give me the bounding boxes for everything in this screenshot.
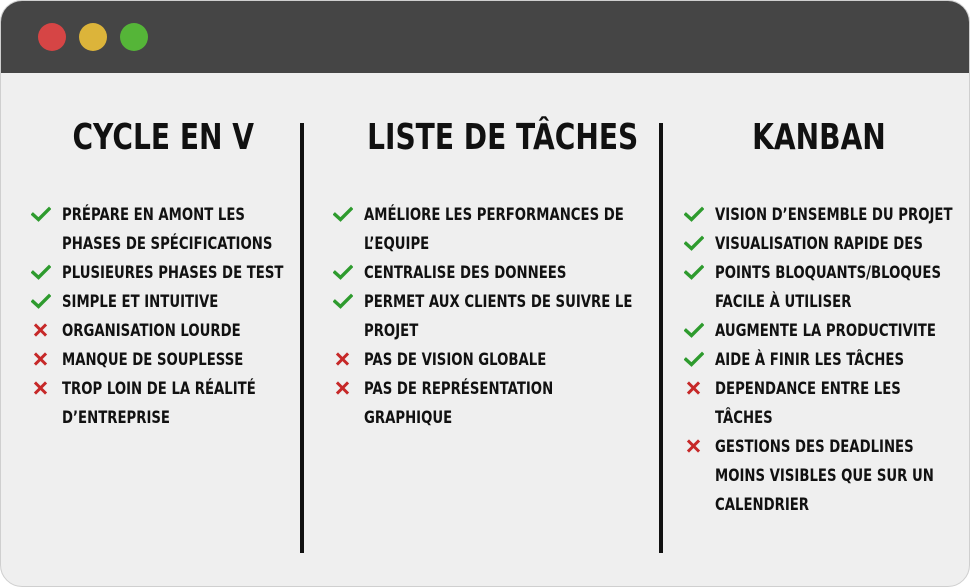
list-item [31,201,286,259]
minimize-window-button[interactable] [79,23,107,51]
list-item [684,230,954,259]
cross-icon [31,322,51,338]
check-icon [333,293,353,309]
list-item [684,317,954,346]
list-item-text: PAS DE VISION GLOBALE [364,350,547,370]
list-item [684,433,954,520]
check-icon [31,206,51,222]
list-item [333,375,643,433]
list-item-text: DEPENDANCE ENTRE LES TÂCHES [715,379,901,428]
feature-list [684,201,954,520]
list-item-text: PRÉPARE EN AMONT LES PHASES DE SPÉCIFICATIONS [62,205,273,254]
list-item-text: GESTIONS DES DEADLINES MOINS VISIBLES QUE SUR UN CALENDRIER [715,437,934,515]
list-item-text: SIMPLE ET INTUITIVE [62,292,219,312]
list-item-text: VISION D’ENSEMBLE DU PROJET [715,205,953,225]
list-item-text: MANQUE DE SOUPLESSE [62,350,244,370]
column-title: CYCLE EN V [72,117,255,158]
list-item [333,346,643,375]
check-icon [333,264,353,280]
cross-icon [333,380,353,396]
check-icon [333,206,353,222]
comparison-panel [1,73,969,586]
list-item-text: PLUSIEURES PHASES DE TEST [62,263,284,283]
check-icon [684,235,704,251]
list-item-text: CENTRALISE DES DONNEES [364,263,567,283]
close-window-button[interactable] [38,23,66,51]
feature-list [31,201,286,433]
list-item-text: POINTS BLOQUANTS/BLOQUES FACILE À UTILISER [715,263,942,312]
list-item [333,288,643,346]
column-divider [300,123,304,553]
list-item [31,259,286,288]
check-icon [684,351,704,367]
cross-icon [31,351,51,367]
list-item-text: PERMET AUX CLIENTS DE SUIVRE LE PROJET [364,292,633,341]
list-item-text: PAS DE REPRÉSENTATION GRAPHIQUE [364,379,554,428]
maximize-window-button[interactable] [120,23,148,51]
list-item [31,317,286,346]
list-item-text: AIDE À FINIR LES TÂCHES [715,350,905,370]
cross-icon [684,380,704,396]
column-kanban [684,73,954,586]
list-item [31,288,286,317]
column-title: KANBAN [752,117,886,158]
feature-list [333,201,643,433]
list-item-text: AMÉLIORE LES PERFORMANCES DE L’EQUIPE [364,205,624,254]
list-item [31,375,286,433]
column-cycle-en-v [31,73,286,586]
check-icon [684,264,704,280]
column-title: LISTE DE TÂCHES [367,117,639,158]
list-item-text: ORGANISATION LOURDE [62,321,241,341]
check-icon [684,322,704,338]
list-item [684,375,954,433]
cross-icon [31,380,51,396]
column-liste-de-taches [333,73,643,586]
check-icon [31,264,51,280]
title-bar [1,1,969,73]
list-item-text: VISUALISATION RAPIDE DES [715,234,923,254]
check-icon [31,293,51,309]
cross-icon [684,438,704,454]
list-item [333,259,643,288]
list-item-text: AUGMENTE LA PRODUCTIVITE [715,321,936,341]
list-item [684,346,954,375]
column-divider [659,123,663,553]
list-item [684,201,954,230]
list-item [684,259,954,317]
list-item-text: TROP LOIN DE LA RÉALITÉ D’ENTREPRISE [62,379,256,428]
cross-icon [333,351,353,367]
list-item [333,201,643,259]
check-icon [684,206,704,222]
list-item [31,346,286,375]
